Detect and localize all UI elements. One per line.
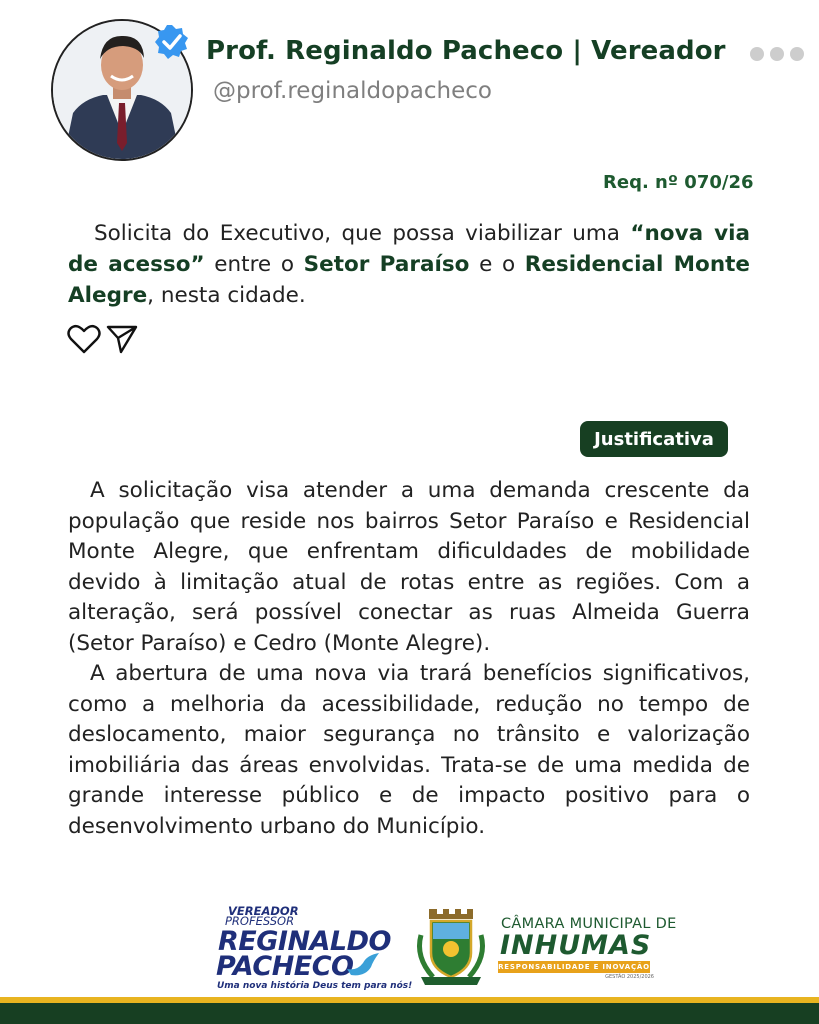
vereador-logo (215, 903, 413, 993)
logo-line: PROFESSOR (225, 914, 295, 928)
footer-bar (0, 1003, 819, 1024)
heart-icon (67, 324, 101, 354)
request-text-part: , nesta cidade. (147, 283, 306, 308)
request-number: Req. nº 070/26 (603, 172, 754, 193)
municipal-crest-icon (411, 905, 491, 989)
more-dot-icon (790, 47, 804, 61)
more-options-button[interactable] (750, 47, 804, 61)
camara-line: CÂMARA MUNICIPAL DE (501, 916, 677, 932)
justification-paragraph: A abertura de uma nova via trará benefícios significativos, como a melhoria da acessibilidade, redução no tempo de deslocamento, maior segurança no trânsito e valorização imobiliária das áreas envolvidas. Trata-se de uma medida de grande interesse público e de impacto positivo para o desenvolvimento urbano do Município. (68, 661, 750, 839)
camara-logo (498, 916, 677, 982)
request-text-bold: Residencial Monte Alegre (68, 252, 750, 308)
more-dot-icon (750, 47, 764, 61)
logo-line: VEREADOR (228, 904, 299, 918)
dove-icon (345, 951, 381, 979)
camara-gestao: GESTÃO 2025/2026 (605, 974, 654, 980)
request-text-part: entre o (204, 252, 304, 277)
share-button[interactable] (106, 324, 138, 358)
camara-city: INHUMAS (500, 930, 652, 961)
request-text-bold: “nova via de acesso” (68, 221, 751, 277)
request-text-part: Solicita do Executivo, que possa viabilizar uma (94, 221, 631, 246)
profile-name[interactable]: Prof. Reginaldo Pacheco | Vereador (206, 36, 726, 66)
justification-label: Justificativa (580, 421, 728, 457)
justification-text (68, 476, 750, 842)
profile-handle[interactable]: @prof.reginaldopacheco (213, 78, 492, 104)
logo-slogan: Uma nova história Deus tem para nós! (217, 981, 413, 991)
logo-line: REGINALDO (218, 926, 392, 957)
more-dot-icon (770, 47, 784, 61)
request-text-part: e o (469, 252, 525, 277)
request-text (68, 218, 750, 311)
like-button[interactable] (67, 324, 101, 358)
send-icon (106, 324, 138, 354)
verified-badge-icon (153, 23, 191, 61)
logo-line: PACHECO (216, 951, 354, 982)
request-text-bold: Setor Paraíso (303, 252, 470, 277)
justification-paragraph: A solicitação visa atender a uma demanda crescente da população que reside nos bairros Setor Paraíso e Residencial Monte Alegre, que enfrentam dificuldades de mobilidade devido à limitação atual de rotas entre as regiões. Com a alteração, será possível conectar as ruas Almeida Guerra (Setor Paraíso) e Cedro (Monte Alegre). (68, 478, 750, 656)
camara-tagline: RESPONSABILIDADE E INOVAÇÃO (498, 963, 650, 971)
